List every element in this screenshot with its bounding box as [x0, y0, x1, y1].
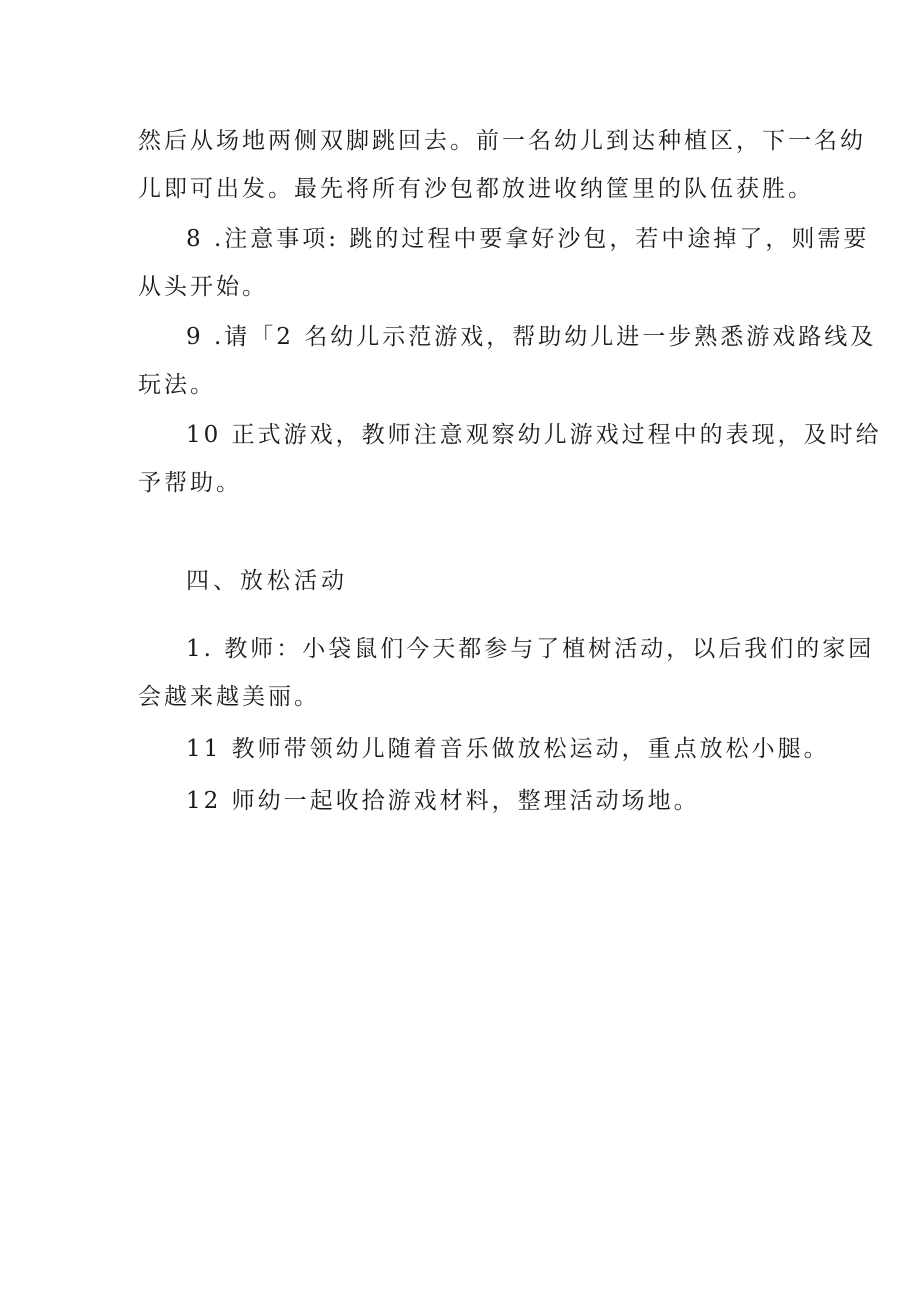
- section-heading: 四、放松活动: [186, 568, 348, 594]
- paragraph-line: 儿即可出发。最先将所有沙包都放进收纳筐里的队伍获胜。: [138, 176, 814, 202]
- paragraph-line: 予帮助。: [138, 470, 242, 496]
- paragraph-line: 会越来越美丽。: [138, 684, 320, 710]
- paragraph-line: 然后从场地两侧双脚跳回去。前一名幼儿到达种植区，下一名幼: [138, 128, 866, 154]
- list-item-1: 1. 教师：小袋鼠们今天都参与了植树活动，以后我们的家园: [186, 636, 875, 662]
- list-item-10: 10 正式游戏，教师注意观察幼儿游戏过程中的表现，及时给: [186, 422, 882, 448]
- list-item-12: 12 师幼一起收拾游戏材料，整理活动场地。: [186, 788, 700, 814]
- list-item-11: 11 教师带领幼儿随着音乐做放松运动，重点放松小腿。: [186, 736, 830, 762]
- paragraph-line: 从头开始。: [138, 274, 268, 300]
- list-item-9: 9 .请「2 名幼儿示范游戏，帮助幼儿进一步熟悉游戏路线及: [186, 324, 877, 350]
- list-item-8: 8 .注意事项: 跳的过程中要拿好沙包，若中途掉了，则需要: [186, 226, 870, 252]
- paragraph-line: 玩法。: [138, 372, 216, 398]
